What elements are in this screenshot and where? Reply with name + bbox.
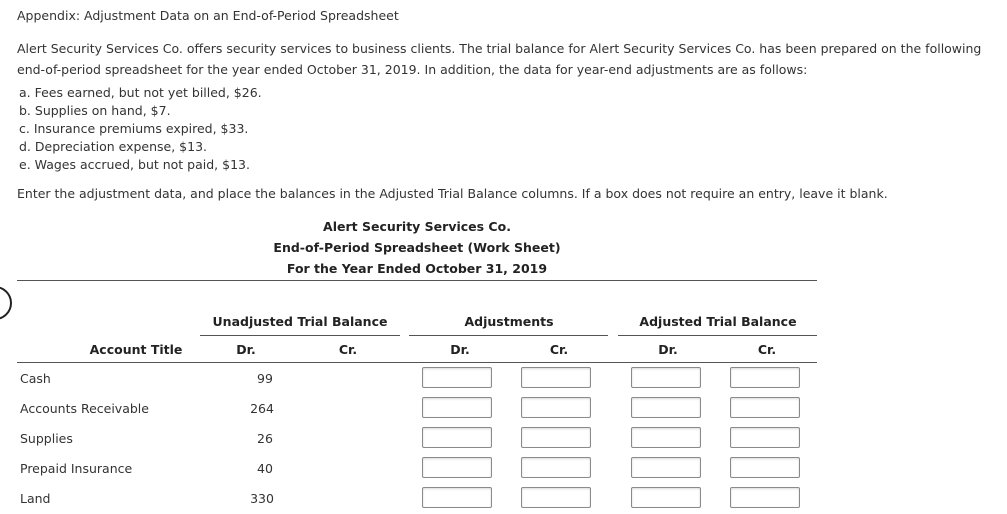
atb-dr-input-accounts-receivable[interactable] xyxy=(631,397,701,418)
unadjusted-dr-land: 330 xyxy=(250,491,274,506)
unadjusted-dr-cash: 99 xyxy=(257,371,273,386)
adjustments-dr-header: Dr. xyxy=(450,342,470,357)
header-divider xyxy=(17,362,817,363)
adj-dr-input-cash[interactable] xyxy=(422,367,492,388)
adj-cr-input-prepaid-insurance[interactable] xyxy=(521,457,591,478)
appendix-title: Appendix: Adjustment Data on an End-of-Period Spreadsheet xyxy=(17,8,399,23)
adjusted-underline xyxy=(618,335,817,336)
unadjusted-cr-header: Cr. xyxy=(338,342,358,357)
atb-dr-input-supplies[interactable] xyxy=(631,427,701,448)
adjustment-item: c. Insurance premiums expired, $33. xyxy=(19,121,249,136)
adjustments-cr-header: Cr. xyxy=(549,342,569,357)
account-label-cash: Cash xyxy=(20,371,51,386)
intro-paragraph: Alert Security Services Co. offers security services to business clients. The trial balance for Alert Security Services Co. has been prepared on the following end-of-period spreadsheet for the year ended October 31, 2019. In addition, the data for year-end adjustments are as follows: xyxy=(17,41,982,77)
adjustment-item: d. Depreciation expense, $13. xyxy=(19,139,208,154)
adj-cr-input-land[interactable] xyxy=(521,487,591,508)
adj-cr-input-accounts-receivable[interactable] xyxy=(521,397,591,418)
adj-cr-input-cash[interactable] xyxy=(521,367,591,388)
adj-dr-input-accounts-receivable[interactable] xyxy=(422,397,492,418)
adjusted-trial-balance-header: Adjusted Trial Balance xyxy=(639,314,797,329)
top-divider xyxy=(17,280,817,281)
company-name: Alert Security Services Co. xyxy=(323,219,511,234)
adjusted-cr-header: Cr. xyxy=(757,342,777,357)
atb-cr-input-supplies[interactable] xyxy=(730,427,800,448)
unadjusted-dr-prepaid-insurance: 40 xyxy=(257,461,273,476)
period-title: For the Year Ended October 31, 2019 xyxy=(286,261,548,276)
adj-dr-input-supplies[interactable] xyxy=(422,427,492,448)
side-circle-marker xyxy=(0,286,12,320)
adjustments-underline xyxy=(409,335,608,336)
unadjusted-trial-balance-header: Unadjusted Trial Balance xyxy=(212,314,388,329)
unadjusted-dr-supplies: 26 xyxy=(257,431,273,446)
atb-cr-input-prepaid-insurance[interactable] xyxy=(730,457,800,478)
unadjusted-underline xyxy=(200,335,400,336)
account-label-supplies: Supplies xyxy=(20,431,73,446)
atb-cr-input-accounts-receivable[interactable] xyxy=(730,397,800,418)
adj-dr-input-land[interactable] xyxy=(422,487,492,508)
atb-cr-input-cash[interactable] xyxy=(730,367,800,388)
account-label-prepaid-insurance: Prepaid Insurance xyxy=(20,461,133,476)
atb-dr-input-cash[interactable] xyxy=(631,367,701,388)
unadjusted-dr-header: Dr. xyxy=(236,342,256,357)
unadjusted-dr-accounts-receivable: 264 xyxy=(250,401,274,416)
adj-dr-input-prepaid-insurance[interactable] xyxy=(422,457,492,478)
instruction-text: Enter the adjustment data, and place the balances in the Adjusted Trial Balance columns. If a box does not require an entry, leave it blank. xyxy=(17,186,888,201)
worksheet-title-block xyxy=(17,216,817,279)
account-title-header: Account Title xyxy=(89,342,183,357)
adjustment-item: e. Wages accrued, but not paid, $13. xyxy=(19,157,250,172)
adjustment-item: a. Fees earned, but not yet billed, $26. xyxy=(19,85,262,100)
adjustments-header: Adjustments xyxy=(464,314,554,329)
sheet-title: End-of-Period Spreadsheet (Work Sheet) xyxy=(273,240,561,255)
account-label-accounts-receivable: Accounts Receivable xyxy=(20,401,149,416)
adj-cr-input-supplies[interactable] xyxy=(521,427,591,448)
adjustment-item: b. Supplies on hand, $7. xyxy=(19,103,171,118)
adjusted-dr-header: Dr. xyxy=(658,342,678,357)
atb-cr-input-land[interactable] xyxy=(730,487,800,508)
atb-dr-input-prepaid-insurance[interactable] xyxy=(631,457,701,478)
account-label-land: Land xyxy=(20,491,51,506)
atb-dr-input-land[interactable] xyxy=(631,487,701,508)
adjustment-list xyxy=(19,84,262,174)
